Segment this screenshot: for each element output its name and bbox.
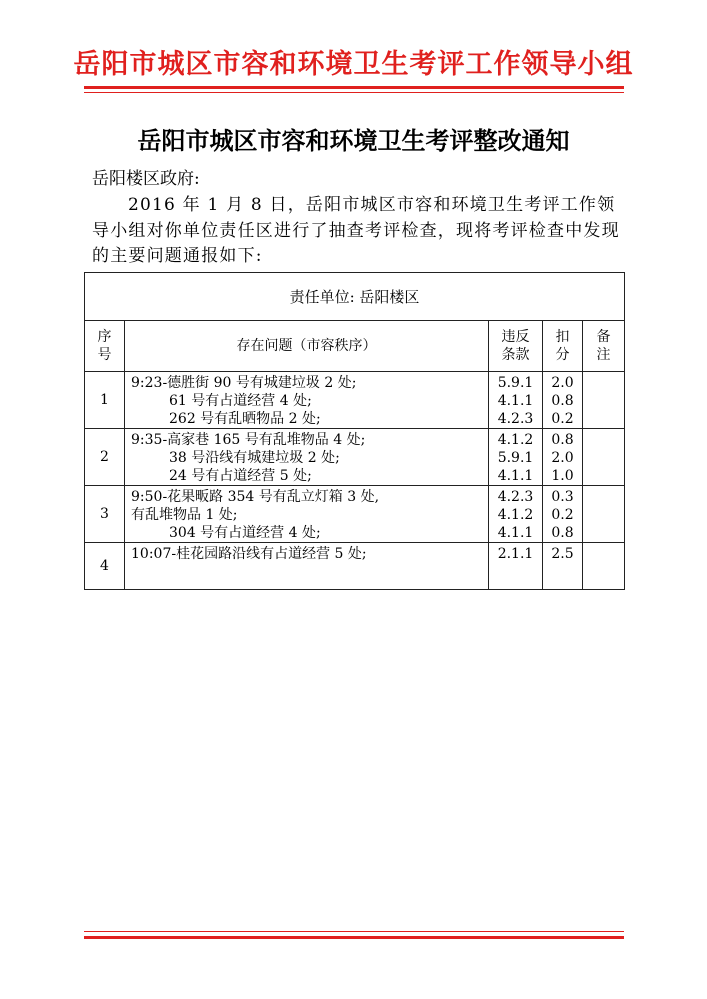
deduction-value: 0.2	[551, 411, 574, 427]
row-index: 2	[85, 429, 125, 486]
table-row	[85, 543, 625, 590]
clause-value: 4.1.2	[497, 507, 534, 523]
row-deductions	[543, 543, 583, 590]
footer-divider	[84, 936, 624, 939]
table-row	[85, 429, 625, 486]
row-clauses	[489, 486, 543, 543]
row-problems	[125, 429, 489, 486]
deduction-value: 0.3	[551, 489, 574, 505]
row-remark	[583, 429, 625, 486]
deduction-value: 2.0	[551, 375, 574, 391]
header-problem: 存在问题（市容秩序）	[125, 321, 489, 372]
header-divider-thin	[84, 92, 624, 93]
problem-line: 262 号有乱晒物品 2 处;	[169, 411, 321, 427]
header-clause: 违反 条款	[489, 321, 543, 372]
deduction-value: 2.5	[551, 546, 574, 562]
problem-line: 有乱堆物品 1 处;	[131, 507, 238, 523]
problem-line: 9:23-德胜街 90 号有城建垃圾 2 处;	[131, 375, 357, 391]
row-clauses	[489, 429, 543, 486]
row-problems	[125, 543, 489, 590]
row-problems	[125, 372, 489, 429]
deduction-value: 0.8	[551, 432, 574, 448]
row-deductions	[543, 486, 583, 543]
row-remark	[583, 543, 625, 590]
row-remark	[583, 486, 625, 543]
problem-line: 38 号沿线有城建垃圾 2 处;	[169, 450, 340, 466]
deduction-value: 2.0	[551, 450, 574, 466]
clause-value: 4.1.1	[497, 468, 534, 484]
problem-line: 9:50-花果畈路 354 号有乱立灯箱 3 处,	[131, 489, 380, 505]
clause-value: 4.1.1	[497, 393, 534, 409]
table-row	[85, 372, 625, 429]
responsible-unit: 责任单位: 岳阳楼区	[85, 273, 625, 321]
deduction-value: 0.8	[551, 525, 574, 541]
clause-value: 4.1.1	[497, 525, 534, 541]
notice-title: 岳阳市城区市容和环境卫生考评整改通知	[137, 126, 570, 155]
clause-value: 4.1.2	[497, 432, 534, 448]
clause-value: 5.9.1	[497, 375, 534, 391]
table-header-row	[85, 321, 625, 372]
row-index: 4	[85, 543, 125, 590]
clause-value: 2.1.1	[497, 546, 534, 562]
header-title: 岳阳市城区市容和环境卫生考评工作领导小组	[73, 49, 634, 80]
problem-line: 9:35-高家巷 165 号有乱堆物品 4 处;	[131, 432, 366, 448]
row-clauses	[489, 543, 543, 590]
clause-value: 5.9.1	[497, 450, 534, 466]
row-deductions	[543, 372, 583, 429]
notice-body: 2016 年 1 月 8 日，岳阳市城区市容和环境卫生考评工作领导小组对你单位责任区进行了抽查考评检查，现将考评检查中发现的主要问题通报如下:	[92, 195, 620, 266]
issues-table	[84, 272, 625, 590]
deduction-value: 0.8	[551, 393, 574, 409]
row-index: 3	[85, 486, 125, 543]
recipient: 岳阳楼区政府:	[92, 169, 200, 189]
header-remark: 备 注	[583, 321, 625, 372]
header-divider	[84, 86, 624, 89]
row-remark	[583, 372, 625, 429]
table-row	[85, 486, 625, 543]
clause-value: 4.2.3	[497, 411, 534, 427]
row-clauses	[489, 372, 543, 429]
header-index: 序 号	[85, 321, 125, 372]
footer-divider-thin	[84, 931, 624, 932]
header-deduction: 扣 分	[543, 321, 583, 372]
deduction-value: 0.2	[551, 507, 574, 523]
problem-line: 61 号有占道经营 4 处;	[169, 393, 312, 409]
problem-line: 10:07-桂花园路沿线有占道经营 5 处;	[131, 546, 367, 562]
row-deductions	[543, 429, 583, 486]
deduction-value: 1.0	[551, 468, 574, 484]
problem-line: 304 号有占道经营 4 处;	[169, 525, 321, 541]
row-problems	[125, 486, 489, 543]
row-index: 1	[85, 372, 125, 429]
clause-value: 4.2.3	[497, 489, 534, 505]
problem-line: 24 号有占道经营 5 处;	[169, 468, 312, 484]
